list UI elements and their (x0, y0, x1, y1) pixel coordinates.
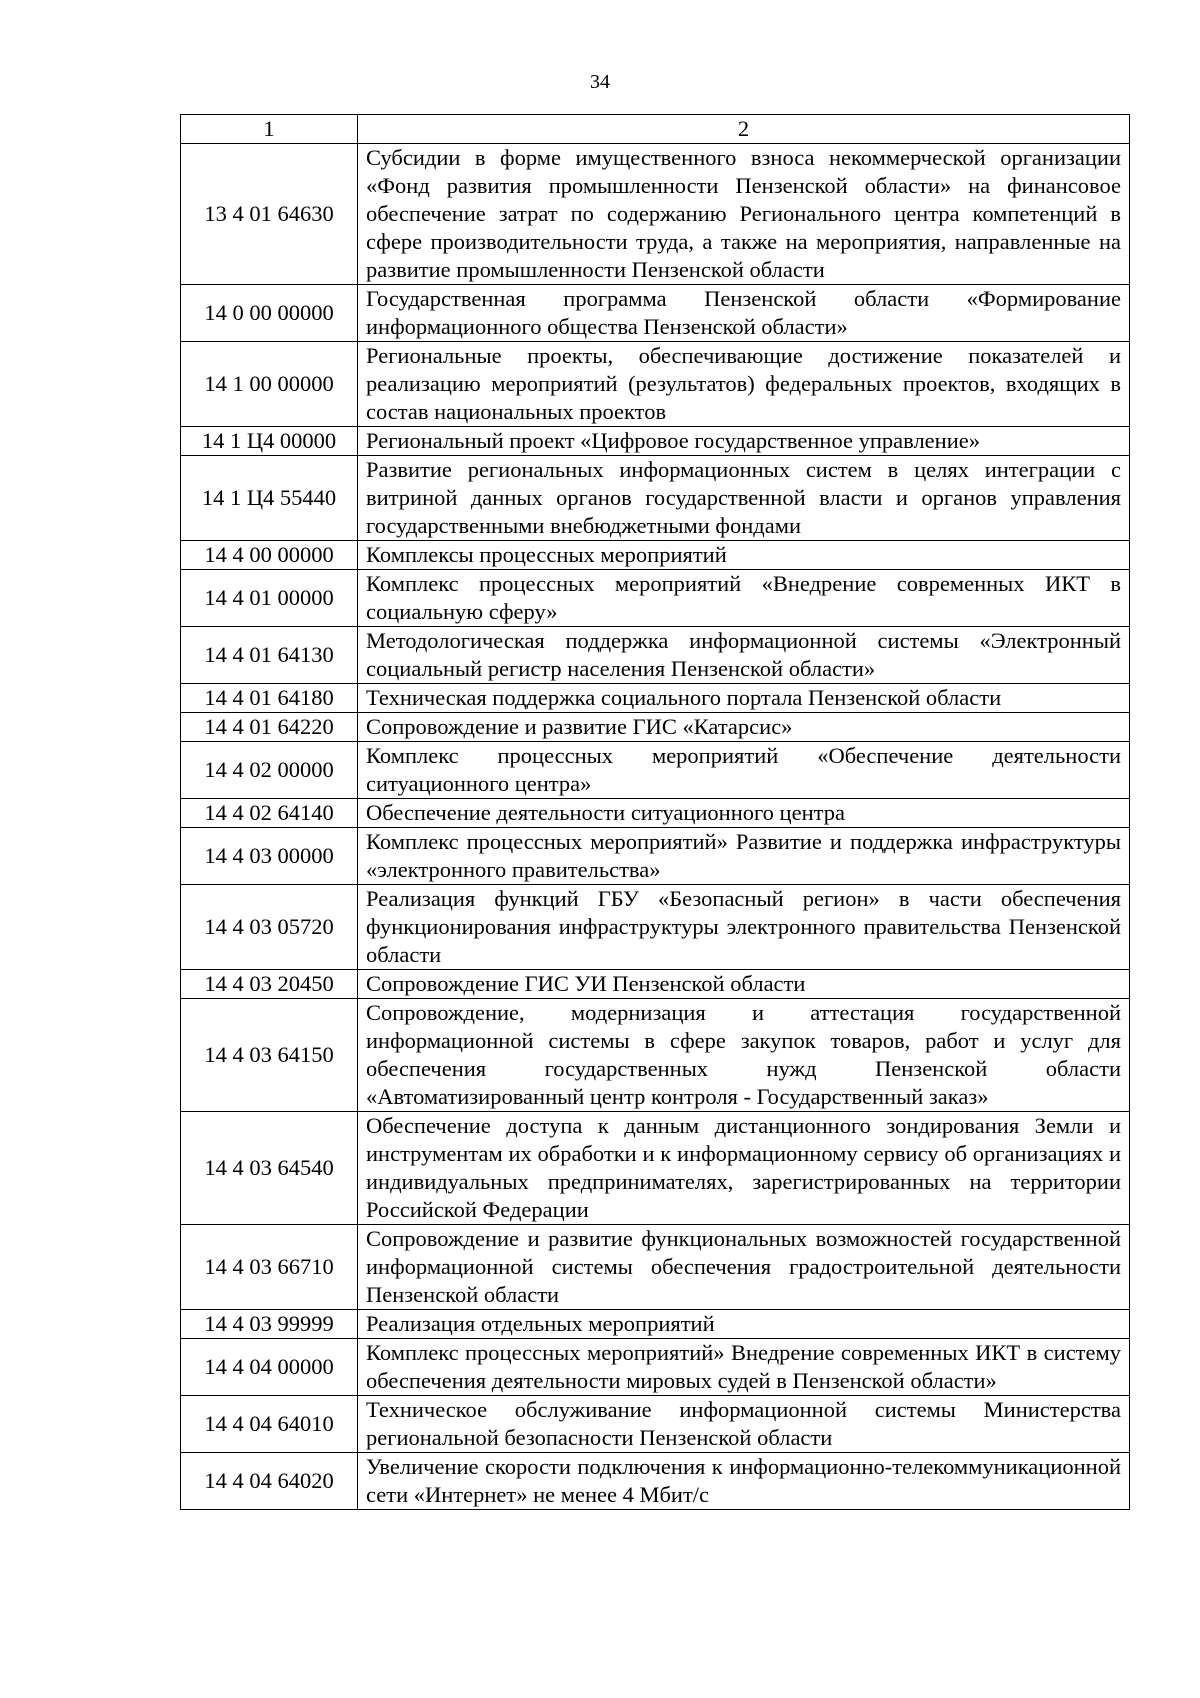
table-row (181, 285, 1130, 342)
table-row (181, 1396, 1130, 1453)
row-name-cell: Увеличение скорости подключения к информационно-телекоммуникационной сети «Интернет» не менее 4 Мбит/с (358, 1453, 1130, 1510)
row-code-cell: 14 4 03 66710 (181, 1225, 358, 1310)
row-name-cell: Комплекс процессных мероприятий «Внедрение современных ИКТ в социальную сферу» (358, 570, 1130, 627)
row-name-cell: Реализация функций ГБУ «Безопасный регион» в части обеспечения функционирования инфраструктуры электронного правительства Пензенской области (358, 885, 1130, 970)
table-row (181, 799, 1130, 828)
row-code-cell: 14 4 01 00000 (181, 570, 358, 627)
table-row (181, 570, 1130, 627)
row-name-cell: Комплекс процессных мероприятий» Развитие и поддержка инфраструктуры «электронного правительства» (358, 828, 1130, 885)
table-row (181, 1225, 1130, 1310)
row-name-cell: Комплекс процессных мероприятий» Внедрение современных ИКТ в систему обеспечения деятельности мировых судей в Пензенской области» (358, 1339, 1130, 1396)
table-row (181, 742, 1130, 799)
row-name-cell: Обеспечение доступа к данным дистанционного зондирования Земли и инструментам их обработки и к информационному сервису об организациях и индивидуальных предпринимателях, зарегистрированных на территории Российской Федерации (358, 1112, 1130, 1225)
table-row (181, 1339, 1130, 1396)
row-code-cell: 14 4 03 64540 (181, 1112, 358, 1225)
row-code-cell: 14 4 00 00000 (181, 541, 358, 570)
table-row (181, 684, 1130, 713)
row-name-cell: Комплекс процессных мероприятий «Обеспечение деятельности ситуационного центра» (358, 742, 1130, 799)
row-name-cell: Субсидии в форме имущественного взноса некоммерческой организации «Фонд развития промышленности Пензенской области» на финансовое обеспечение затрат по содержанию Регионального центра компетенций в сфере производительности труда, а также на мероприятия, направленные на развитие промышленности Пензенской области (358, 144, 1130, 285)
table-row (181, 627, 1130, 684)
row-name-cell: Техническая поддержка социального портала Пензенской области (358, 684, 1130, 713)
row-name-cell: Сопровождение и развитие функциональных возможностей государственной информационной системы обеспечения градостроительной деятельности Пензенской области (358, 1225, 1130, 1310)
row-name-cell: Реализация отдельных мероприятий (358, 1310, 1130, 1339)
table-body (181, 144, 1130, 1510)
row-code-cell: 14 4 02 64140 (181, 799, 358, 828)
table-row (181, 456, 1130, 541)
row-code-cell: 14 4 03 05720 (181, 885, 358, 970)
table-row (181, 427, 1130, 456)
row-name-cell: Сопровождение, модернизация и аттестация государственной информационной системы в сфере закупок товаров, работ и услуг для обеспечения государственных нужд Пензенской области «Автоматизированный центр контроля - Государственный заказ» (358, 999, 1130, 1112)
row-name-cell: Сопровождение и развитие ГИС «Катарсис» (358, 713, 1130, 742)
row-code-cell: 14 1 Ц4 00000 (181, 427, 358, 456)
table-row (181, 885, 1130, 970)
table-row (181, 144, 1130, 285)
row-name-cell: Государственная программа Пензенской области «Формирование информационного общества Пензенской области» (358, 285, 1130, 342)
table-row (181, 342, 1130, 427)
row-name-cell: Развитие региональных информационных систем в целях интеграции с витриной данных органов государственной власти и органов управления государственными внебюджетными фондами (358, 456, 1130, 541)
row-name-cell: Техническое обслуживание информационной системы Министерства региональной безопасности Пензенской области (358, 1396, 1130, 1453)
table-header-row (181, 115, 1130, 144)
row-code-cell: 14 4 03 00000 (181, 828, 358, 885)
row-code-cell: 14 4 03 64150 (181, 999, 358, 1112)
table-row (181, 970, 1130, 999)
row-code-cell: 14 1 00 00000 (181, 342, 358, 427)
column-header-name: 2 (358, 115, 1130, 144)
row-code-cell: 14 4 03 20450 (181, 970, 358, 999)
row-code-cell: 14 0 00 00000 (181, 285, 358, 342)
row-code-cell: 14 4 01 64220 (181, 713, 358, 742)
row-name-cell: Сопровождение ГИС УИ Пензенской области (358, 970, 1130, 999)
budget-classification-table (180, 114, 1130, 1510)
table-row (181, 828, 1130, 885)
row-code-cell: 14 4 01 64130 (181, 627, 358, 684)
row-code-cell: 14 4 04 64020 (181, 1453, 358, 1510)
row-name-cell: Региональные проекты, обеспечивающие достижение показателей и реализацию мероприятий (результатов) федеральных проектов, входящих в состав национальных проектов (358, 342, 1130, 427)
row-code-cell: 13 4 01 64630 (181, 144, 358, 285)
row-name-cell: Обеспечение деятельности ситуационного центра (358, 799, 1130, 828)
column-header-code: 1 (181, 115, 358, 144)
table-row (181, 999, 1130, 1112)
row-code-cell: 14 4 03 99999 (181, 1310, 358, 1339)
page-number: 34 (590, 71, 610, 93)
table-row (181, 713, 1130, 742)
row-code-cell: 14 4 04 64010 (181, 1396, 358, 1453)
table-row (181, 1453, 1130, 1510)
table-row (181, 541, 1130, 570)
table-row (181, 1310, 1130, 1339)
row-code-cell: 14 4 01 64180 (181, 684, 358, 713)
row-name-cell: Методологическая поддержка информационной системы «Электронный социальный регистр населения Пензенской области» (358, 627, 1130, 684)
table-row (181, 1112, 1130, 1225)
row-code-cell: 14 4 04 00000 (181, 1339, 358, 1396)
row-code-cell: 14 4 02 00000 (181, 742, 358, 799)
row-code-cell: 14 1 Ц4 55440 (181, 456, 358, 541)
row-name-cell: Комплексы процессных мероприятий (358, 541, 1130, 570)
row-name-cell: Региональный проект «Цифровое государственное управление» (358, 427, 1130, 456)
